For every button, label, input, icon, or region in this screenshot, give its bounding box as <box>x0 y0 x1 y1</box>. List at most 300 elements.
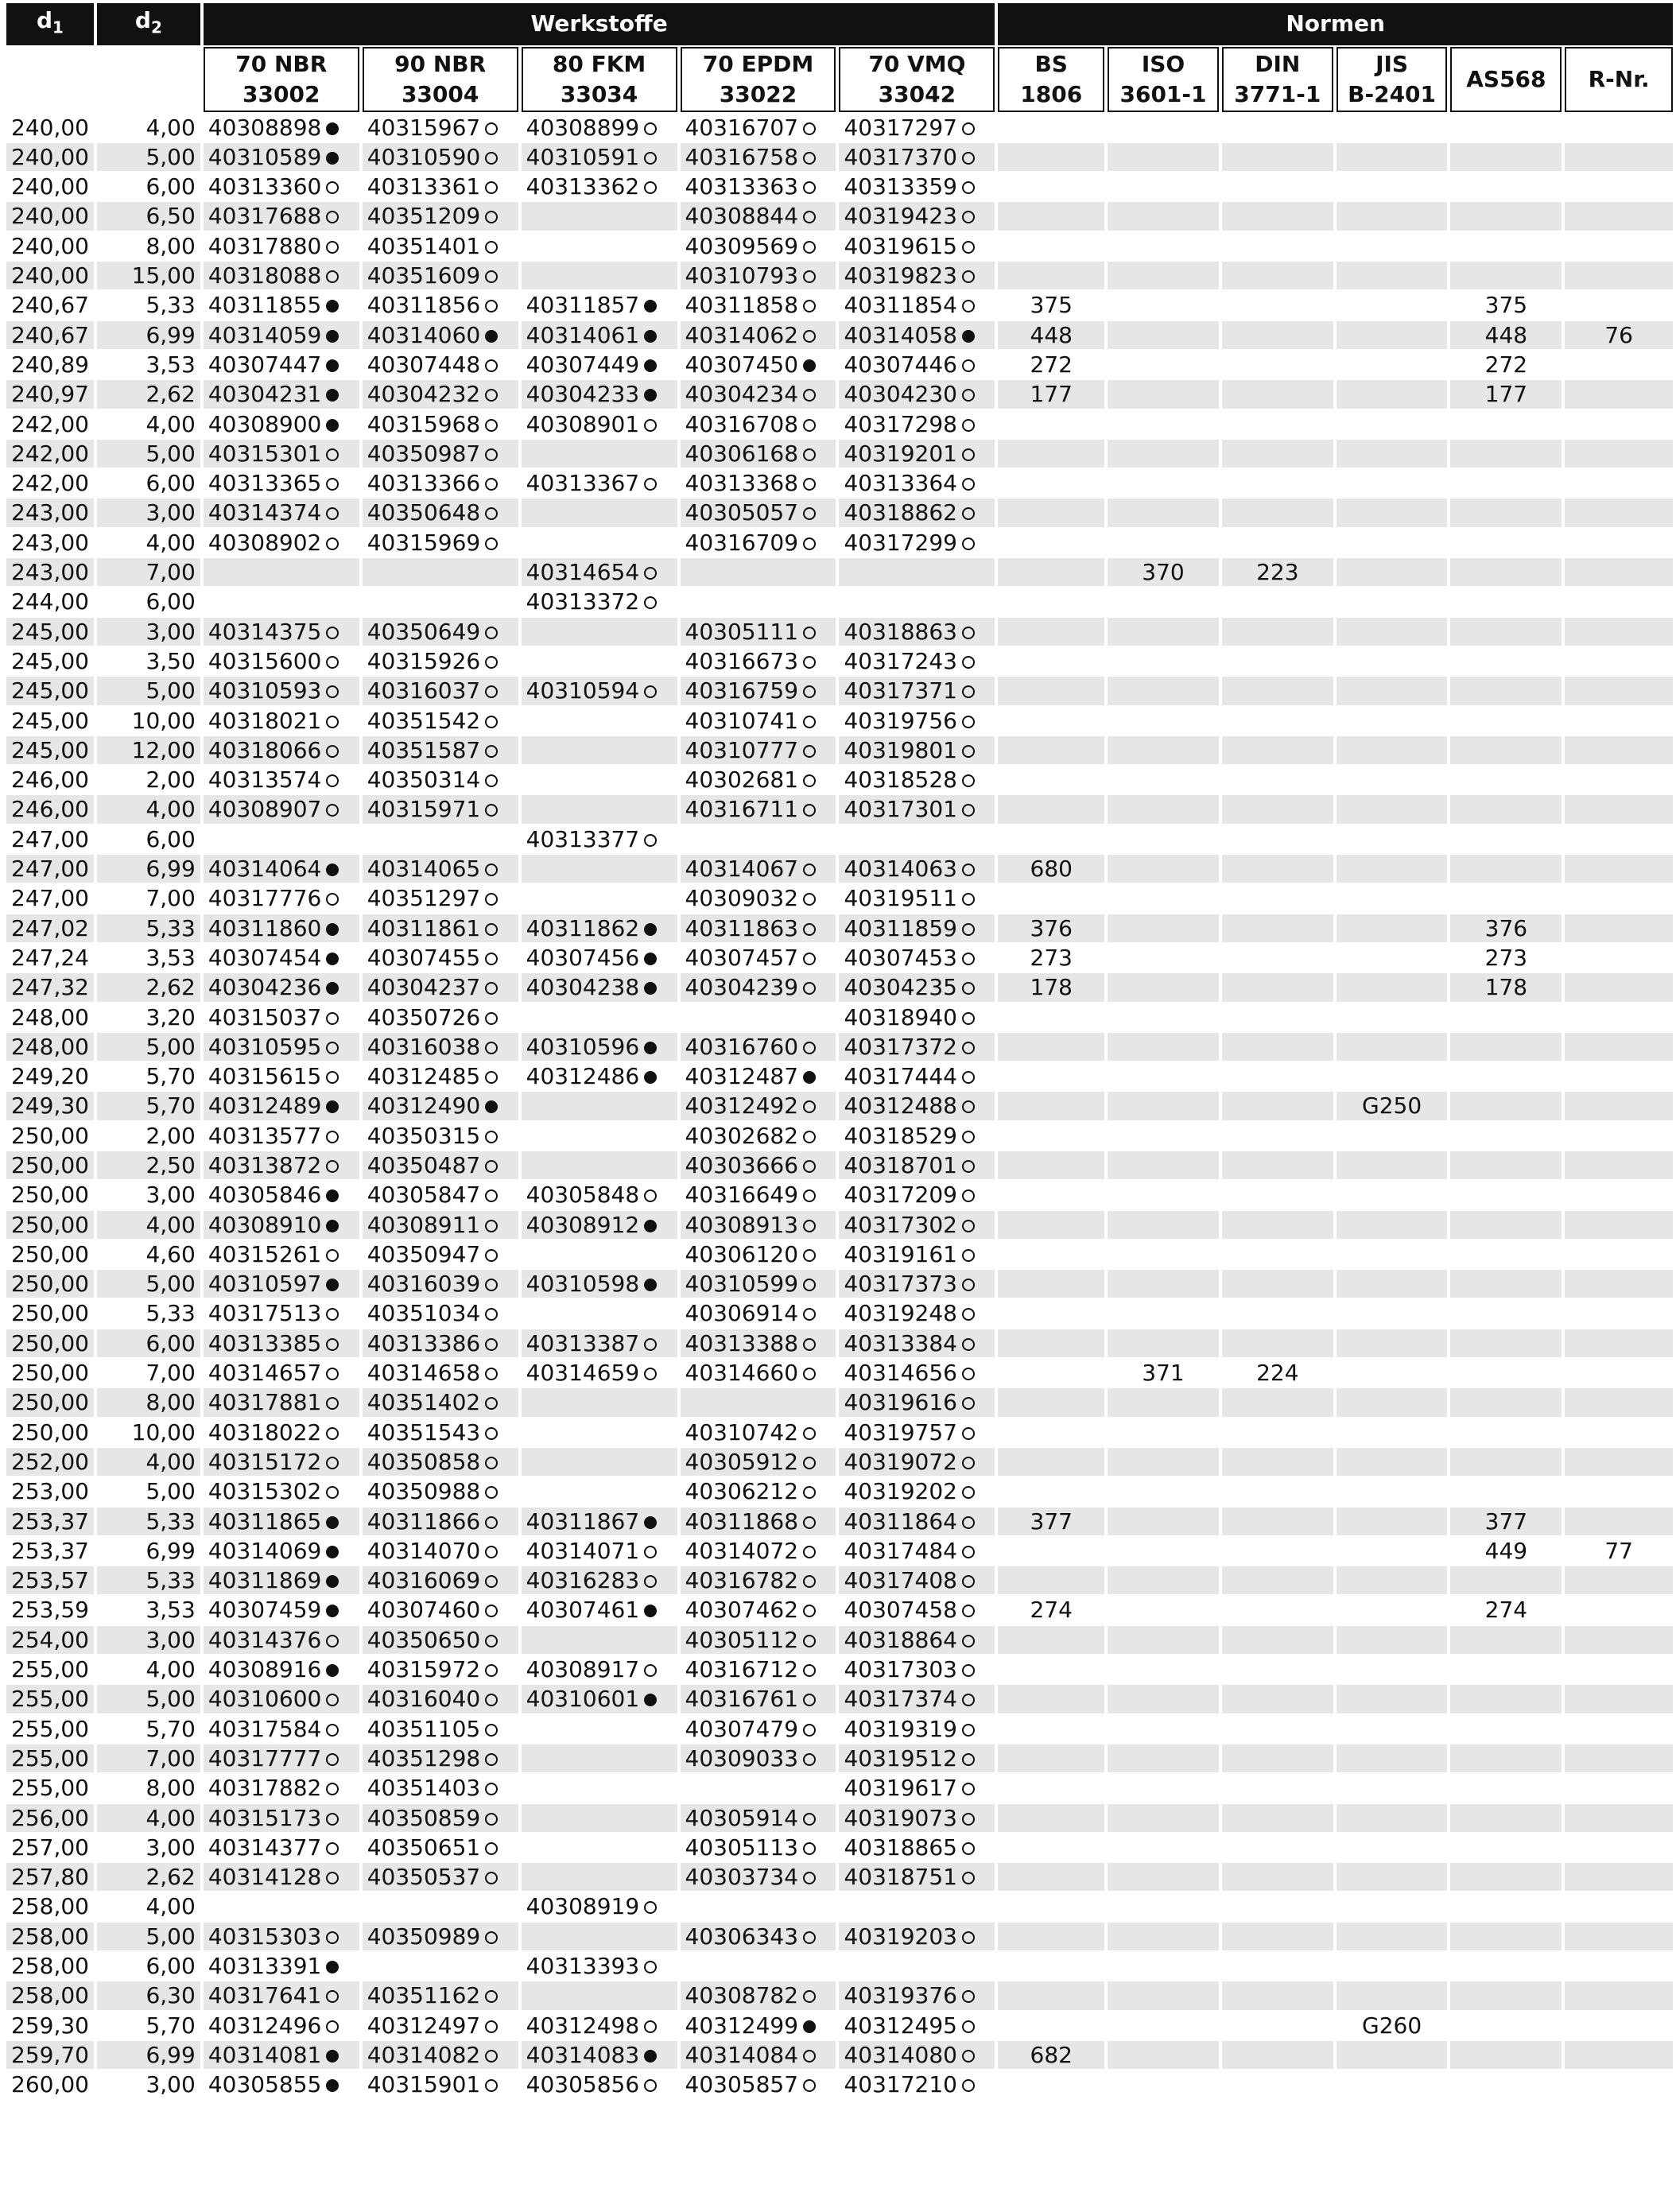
stock-filled-circle-icon <box>326 419 339 432</box>
cell-norm <box>1450 440 1562 468</box>
cell-norm <box>1337 1685 1448 1713</box>
cell-material-part <box>681 1804 836 1832</box>
cell-norm <box>1450 2012 1562 2039</box>
cell-norm <box>998 499 1104 526</box>
cell-d2: 15,00 <box>97 262 200 289</box>
cell-material-part <box>522 1952 677 1980</box>
cell-material-part <box>363 1240 518 1268</box>
table-row <box>6 440 1673 468</box>
table-row <box>6 558 1673 586</box>
cell-norm: 371 <box>1142 1360 1185 1387</box>
stock-open-circle-icon <box>485 627 498 639</box>
cell-material-part <box>204 1240 359 1268</box>
cell-norm <box>1450 1477 1562 1505</box>
cell-norm <box>1565 1685 1673 1713</box>
cell-norm <box>1337 351 1448 378</box>
cell-material-part <box>839 1418 995 1446</box>
cell-material-part <box>839 2070 995 2098</box>
cell-norm <box>1222 914 1333 942</box>
part-number: 40304230 <box>844 381 957 408</box>
cell-material-part <box>363 1626 518 1654</box>
table-row <box>6 1477 1673 1505</box>
cell-material-part <box>839 973 995 1001</box>
stock-filled-circle-icon <box>326 982 339 995</box>
cell-material-part <box>681 1033 836 1061</box>
stock-open-circle-icon <box>962 1397 975 1410</box>
cell-norm <box>1222 1744 1333 1772</box>
table-row <box>6 1122 1673 1150</box>
cell-material-part <box>204 1270 359 1298</box>
cell-material-part <box>204 558 359 586</box>
table-row <box>6 1834 1673 1861</box>
table-row <box>6 1508 1673 1535</box>
cell-norm <box>1337 1508 1448 1535</box>
cell-norm <box>1565 795 1673 823</box>
cell-material-part <box>363 321 518 349</box>
stock-open-circle-icon <box>962 716 975 728</box>
part-number: 40309569 <box>685 232 799 259</box>
cell-d2: 4,00 <box>145 410 196 437</box>
part-number: 40312498 <box>526 2012 640 2039</box>
cell-norm <box>1337 499 1448 526</box>
cell-norm <box>1450 1834 1562 1861</box>
stock-open-circle-icon <box>485 1338 498 1351</box>
stock-filled-circle-icon <box>326 1189 339 1202</box>
cell-material-part <box>681 558 836 586</box>
cell-norm <box>1108 1774 1219 1802</box>
cell-material-part <box>839 529 995 557</box>
part-number: 40311855 <box>208 292 322 319</box>
part-number: 40314375 <box>208 618 322 645</box>
cell-norm: 178 <box>998 973 1104 1001</box>
cell-norm <box>1337 677 1448 704</box>
stock-open-circle-icon <box>962 359 975 372</box>
cell-d2: 4,60 <box>145 1240 196 1267</box>
cell-material-part <box>681 1211 836 1239</box>
table-row <box>6 707 1673 735</box>
stock-open-circle-icon <box>326 448 339 461</box>
cell-material-part <box>204 588 359 615</box>
cell-material-part <box>839 1062 995 1090</box>
cell-norm <box>1108 1033 1219 1061</box>
part-number: 40308900 <box>208 410 322 437</box>
stock-filled-circle-icon <box>326 359 339 372</box>
cell-norm <box>1222 1448 1333 1476</box>
cell-d2: 3,53 <box>145 351 196 378</box>
cell-norm <box>1565 1151 1673 1179</box>
cell-norm <box>1222 1863 1333 1891</box>
stock-open-circle-icon <box>803 893 816 906</box>
stock-open-circle-icon <box>962 181 975 194</box>
stock-open-circle-icon <box>485 953 498 965</box>
cell-d2: 5,00 <box>145 1478 196 1505</box>
cell-material-part <box>204 1566 359 1594</box>
norm-header-jis: JIS B-2401 <box>1337 47 1448 112</box>
cell-norm <box>1222 1151 1333 1179</box>
stock-open-circle-icon <box>326 507 339 520</box>
cell-norm <box>998 1952 1104 1980</box>
stock-open-circle-icon <box>803 1308 816 1321</box>
stock-open-circle-icon <box>803 953 816 965</box>
cell-d1: 240,00 <box>6 202 94 230</box>
part-number: 40311862 <box>526 914 640 941</box>
table-row <box>6 1744 1673 1772</box>
cell-norm <box>1565 2070 1673 2098</box>
part-number: 40351402 <box>367 1389 481 1416</box>
cell-norm <box>1108 973 1219 1001</box>
cell-norm <box>1450 173 1562 200</box>
table-row <box>6 1804 1673 1832</box>
cell-material-part <box>363 1685 518 1713</box>
table-row <box>6 1388 1673 1416</box>
stock-open-circle-icon <box>485 122 498 135</box>
part-number: 40316709 <box>685 529 799 556</box>
cell-d2: 5,33 <box>97 1508 200 1535</box>
stock-filled-circle-icon <box>644 1694 657 1706</box>
part-number: 40305857 <box>685 2071 799 2098</box>
cell-material-part <box>363 1329 518 1357</box>
cell-material-part <box>839 588 995 615</box>
cell-material-part <box>839 1151 995 1179</box>
cell-norm <box>1337 1329 1448 1357</box>
stock-filled-circle-icon <box>326 2079 339 2092</box>
cell-material-part <box>522 1981 677 2009</box>
cell-material-part <box>204 1744 359 1772</box>
table-row <box>6 1092 1673 1120</box>
cell-material-part <box>681 410 836 438</box>
cell-norm <box>1108 825 1219 853</box>
stock-open-circle-icon <box>962 863 975 876</box>
stock-open-circle-icon <box>962 1486 975 1499</box>
cell-material-part <box>522 618 677 646</box>
cell-d1: 242,00 <box>11 410 89 437</box>
part-number: 40308898 <box>208 114 322 141</box>
stock-open-circle-icon <box>962 1071 975 1084</box>
stock-open-circle-icon <box>326 1131 339 1143</box>
cell-material-part <box>681 1329 836 1357</box>
stock-open-circle-icon <box>962 1457 975 1469</box>
cell-d2: 8,00 <box>145 232 196 259</box>
stock-open-circle-icon <box>962 1694 975 1706</box>
cell-material-part <box>522 707 677 735</box>
stock-open-circle-icon <box>326 1160 339 1173</box>
part-number: 40313363 <box>685 173 799 200</box>
part-number: 40304239 <box>685 974 799 1001</box>
cell-norm <box>1337 855 1448 883</box>
part-number: 40310777 <box>685 736 799 763</box>
cell-norm <box>1565 114 1673 142</box>
cell-material-part <box>681 1181 836 1209</box>
cell-norm <box>998 647 1104 675</box>
stock-open-circle-icon <box>962 2020 975 2033</box>
stock-open-circle-icon <box>803 1131 816 1143</box>
cell-d1: 250,00 <box>11 1300 89 1327</box>
cell-norm <box>998 114 1104 142</box>
part-number: 40316069 <box>367 1567 481 1594</box>
stock-open-circle-icon <box>803 1635 816 1647</box>
cell-d1: 247,32 <box>6 973 94 1001</box>
cell-material-part <box>522 1270 677 1298</box>
table-row <box>6 2012 1673 2039</box>
part-number: 40316707 <box>685 114 799 141</box>
cell-norm <box>1337 973 1448 1001</box>
cell-material-part <box>681 588 836 615</box>
cell-norm <box>998 1863 1104 1891</box>
cell-material-part <box>204 143 359 171</box>
cell-material-part <box>204 1448 359 1476</box>
cell-norm <box>1222 944 1333 972</box>
part-number: 40310601 <box>526 1686 640 1713</box>
cell-norm <box>1450 1122 1562 1150</box>
stock-open-circle-icon <box>803 1724 816 1737</box>
cell-norm <box>1108 1804 1219 1832</box>
cell-material-part <box>204 973 359 1001</box>
cell-d2: 5,33 <box>145 292 196 319</box>
stock-open-circle-icon <box>644 1901 657 1914</box>
cell-d1: 250,00 <box>6 1388 94 1416</box>
stock-open-circle-icon <box>803 1279 816 1291</box>
part-number: 40313377 <box>526 825 640 852</box>
cell-norm <box>1108 173 1219 200</box>
cell-material-part <box>522 291 677 319</box>
part-number: 40351401 <box>367 232 481 259</box>
part-number: 40307453 <box>844 944 957 971</box>
material-header-70epdm: 70 EPDM 33022 <box>681 47 836 112</box>
stock-open-circle-icon <box>644 1189 657 1202</box>
part-number: 40311864 <box>844 1508 957 1535</box>
part-number: 40310596 <box>526 1033 640 1060</box>
cell-norm <box>998 1270 1104 1298</box>
cell-norm <box>1222 1655 1333 1683</box>
stock-filled-circle-icon <box>644 1516 657 1529</box>
stock-filled-circle-icon <box>326 1664 339 1677</box>
part-number: 40310742 <box>685 1418 799 1446</box>
stock-open-circle-icon <box>485 893 498 906</box>
part-number: 40318751 <box>844 1864 957 1891</box>
cell-norm <box>1222 1952 1333 1980</box>
part-number: 40316673 <box>685 647 799 674</box>
cell-material-part <box>839 143 995 171</box>
cell-norm <box>998 1834 1104 1861</box>
part-number: 40311869 <box>208 1567 322 1594</box>
part-number: 40307454 <box>208 944 322 971</box>
stock-open-circle-icon <box>485 1931 498 1944</box>
cell-norm <box>1565 1892 1673 1920</box>
norm-header-as568: AS568 <box>1450 47 1562 112</box>
cell-norm <box>1108 114 1219 142</box>
cell-material-part <box>681 1299 836 1327</box>
part-number: 40313393 <box>526 1953 640 1979</box>
part-number: 40315901 <box>367 2071 481 2098</box>
stock-open-circle-icon <box>485 2079 498 2092</box>
cell-d1: 258,00 <box>6 1923 94 1950</box>
stock-open-circle-icon <box>485 448 498 461</box>
cell-norm <box>998 707 1104 735</box>
table-row <box>6 1626 1673 1654</box>
cell-norm: 223 <box>1222 558 1333 586</box>
cell-material-part <box>522 825 677 853</box>
cell-norm <box>1108 1923 1219 1950</box>
stock-open-circle-icon <box>962 923 975 936</box>
stock-open-circle-icon <box>485 1486 498 1499</box>
stock-filled-circle-icon <box>326 2050 339 2063</box>
cell-norm <box>1337 1892 1448 1920</box>
cell-norm: 274 <box>1484 1597 1528 1624</box>
stock-open-circle-icon <box>644 596 657 609</box>
cell-norm: 448 <box>998 321 1104 349</box>
part-number: 40317374 <box>844 1686 957 1713</box>
stock-open-circle-icon <box>962 804 975 817</box>
cell-norm <box>998 2070 1104 2098</box>
stock-filled-circle-icon <box>803 2020 816 2033</box>
cell-norm <box>998 1329 1104 1357</box>
part-number: 40305855 <box>208 2071 322 2098</box>
stock-filled-circle-icon <box>644 1071 657 1084</box>
stock-open-circle-icon <box>803 627 816 639</box>
cell-norm <box>998 677 1104 704</box>
part-number: 40314083 <box>526 2041 640 2068</box>
part-number: 40315926 <box>367 647 481 674</box>
part-number: 40313367 <box>526 470 640 497</box>
cell-material-part <box>839 795 995 823</box>
cell-norm <box>1337 291 1448 319</box>
cell-material-part <box>839 1834 995 1861</box>
cell-norm <box>1450 1033 1562 1061</box>
stock-open-circle-icon <box>644 152 657 165</box>
cell-norm <box>1222 440 1333 468</box>
cell-norm <box>1565 1211 1673 1239</box>
cell-material-part <box>522 1062 677 1090</box>
part-number: 40318701 <box>844 1151 957 1178</box>
cell-norm <box>1565 232 1673 260</box>
cell-material-part <box>681 1923 836 1950</box>
stock-filled-circle-icon <box>644 389 657 402</box>
cell-d2: 3,00 <box>145 1834 196 1861</box>
cell-norm <box>1337 1655 1448 1683</box>
cell-norm <box>1108 2070 1219 2098</box>
cell-norm <box>1108 1655 1219 1683</box>
cell-material-part <box>522 558 677 586</box>
cell-material-part <box>839 1329 995 1357</box>
part-number: 40318865 <box>844 1834 957 1861</box>
stock-filled-circle-icon <box>326 152 339 165</box>
cell-norm <box>1108 440 1219 468</box>
cell-norm: 448 <box>1450 321 1562 349</box>
cell-material-part <box>522 1834 677 1861</box>
stock-open-circle-icon <box>803 982 816 995</box>
part-number: 40319423 <box>844 203 957 230</box>
cell-material-part <box>839 1596 995 1624</box>
cell-norm <box>998 1181 1104 1209</box>
cell-material-part <box>522 1181 677 1209</box>
stock-open-circle-icon <box>326 1813 339 1826</box>
cell-norm <box>1222 1418 1333 1446</box>
cell-norm <box>1108 1863 1219 1891</box>
cell-d1: 240,67 <box>6 321 94 349</box>
stock-open-circle-icon <box>803 389 816 402</box>
cell-norm <box>1337 1151 1448 1179</box>
part-number: 40315303 <box>208 1923 322 1950</box>
cell-material-part <box>363 351 518 378</box>
cell-material-part <box>522 1715 677 1743</box>
cell-norm <box>1108 1211 1219 1239</box>
cell-d2: 3,53 <box>145 1597 196 1624</box>
cell-norm <box>998 2012 1104 2039</box>
cell-norm: 177 <box>1450 380 1562 408</box>
stock-open-circle-icon <box>485 1189 498 1202</box>
cell-d2: 5,70 <box>145 1715 196 1742</box>
cell-norm <box>1450 707 1562 735</box>
table-row <box>6 1655 1673 1683</box>
cell-norm <box>1337 1804 1448 1832</box>
cell-norm <box>1450 1388 1562 1416</box>
cell-material-part <box>522 1626 677 1654</box>
part-number: 40304235 <box>844 974 957 1001</box>
cell-d1: 250,00 <box>11 1418 89 1446</box>
cell-material-part <box>363 202 518 230</box>
cell-norm: 77 <box>1604 1537 1633 1564</box>
cell-norm <box>1108 1448 1219 1476</box>
part-number: 40305057 <box>685 499 799 526</box>
stock-filled-circle-icon <box>644 1220 657 1232</box>
cell-material-part <box>522 1804 677 1832</box>
cell-d1: 256,00 <box>6 1804 94 1832</box>
stock-filled-circle-icon <box>326 953 339 965</box>
stock-open-circle-icon <box>962 211 975 223</box>
part-number: 40304236 <box>208 974 322 1001</box>
part-number: 40318529 <box>844 1122 957 1149</box>
cell-norm <box>1222 707 1333 735</box>
cell-material-part <box>522 1033 677 1061</box>
cell-norm <box>1337 1596 1448 1624</box>
stock-open-circle-icon <box>962 1842 975 1855</box>
stock-open-circle-icon <box>962 2079 975 2092</box>
part-number: 40310600 <box>208 1686 322 1713</box>
cell-material-part <box>363 1003 518 1031</box>
cell-material-part <box>839 1388 995 1416</box>
cell-material-part <box>363 2012 518 2039</box>
cell-norm <box>1108 647 1219 675</box>
stock-open-circle-icon <box>326 716 339 728</box>
cell-norm <box>998 1804 1104 1832</box>
cell-norm <box>1450 1359 1562 1387</box>
part-number: 40314062 <box>685 321 799 348</box>
cell-norm <box>1108 618 1219 646</box>
cell-norm <box>1337 321 1448 349</box>
part-number: 40311856 <box>367 292 481 319</box>
table-row <box>6 262 1673 289</box>
cell-norm <box>1108 1685 1219 1713</box>
stock-open-circle-icon <box>326 1931 339 1944</box>
stock-open-circle-icon <box>485 1131 498 1143</box>
part-number: 40319756 <box>844 707 957 734</box>
stock-open-circle-icon <box>326 893 339 906</box>
cell-d1: 242,00 <box>11 470 89 497</box>
cell-norm <box>1337 558 1448 586</box>
part-number: 40313391 <box>208 1953 322 1979</box>
cell-d1: 253,59 <box>11 1597 89 1624</box>
stock-open-circle-icon <box>326 1635 339 1647</box>
cell-norm <box>1337 766 1448 794</box>
table-row <box>6 1181 1673 1209</box>
cell-material-part <box>681 795 836 823</box>
cell-norm <box>1450 232 1562 260</box>
cell-material-part <box>204 1804 359 1832</box>
cell-d2: 4,00 <box>145 1656 196 1683</box>
cell-norm <box>1108 884 1219 912</box>
part-number: 40317297 <box>844 114 957 141</box>
cell-material-part <box>363 1211 518 1239</box>
